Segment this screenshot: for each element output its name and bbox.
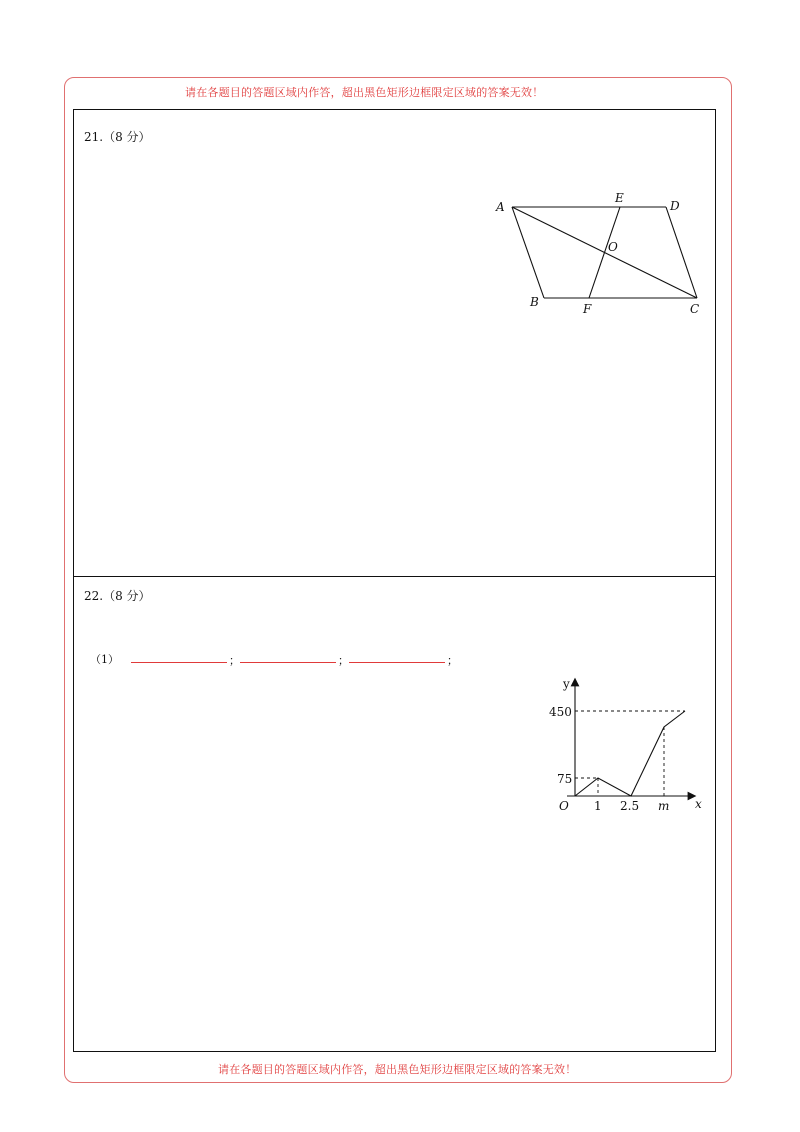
x-axis-label: x <box>695 797 702 811</box>
y-tick-75: 75 <box>557 772 573 786</box>
separator-2: ； <box>338 654 349 667</box>
x-tick-m: m <box>658 799 670 813</box>
label-E: E <box>615 191 624 205</box>
separator-1: ； <box>229 654 240 667</box>
distance-time-graph <box>545 672 715 822</box>
answer-blank-1[interactable] <box>131 662 227 663</box>
x-tick-2.5: 2.5 <box>620 799 640 813</box>
graph-line <box>575 711 685 796</box>
label-C: C <box>690 302 700 316</box>
top-notice: 请在各题目的答题区域内作答，超出黑色矩形边框限定区域的答案无效！ <box>185 86 544 99</box>
parallelogram-figure <box>490 190 710 320</box>
label-B: B <box>530 295 539 309</box>
separator-3: ； <box>447 654 458 667</box>
answer-blank-3[interactable] <box>349 662 445 663</box>
question-21-title: 21.（8 分） <box>84 130 151 144</box>
label-A: A <box>496 200 505 214</box>
y-axis-label: y <box>563 677 570 691</box>
label-D: D <box>670 199 680 213</box>
label-O: O <box>608 240 618 254</box>
segment-DC <box>666 207 697 298</box>
y-tick-450: 450 <box>549 705 572 719</box>
bottom-notice: 请在各题目的答题区域内作答，超出黑色矩形边框限定区域的答案无效！ <box>218 1063 577 1076</box>
answer-blank-2[interactable] <box>240 662 336 663</box>
part-1-label: （1） <box>90 653 119 666</box>
question-divider <box>73 576 716 577</box>
question-22-title: 22.（8 分） <box>84 589 151 603</box>
origin-label: O <box>559 799 569 813</box>
label-F: F <box>583 302 592 316</box>
x-tick-1: 1 <box>594 799 602 813</box>
